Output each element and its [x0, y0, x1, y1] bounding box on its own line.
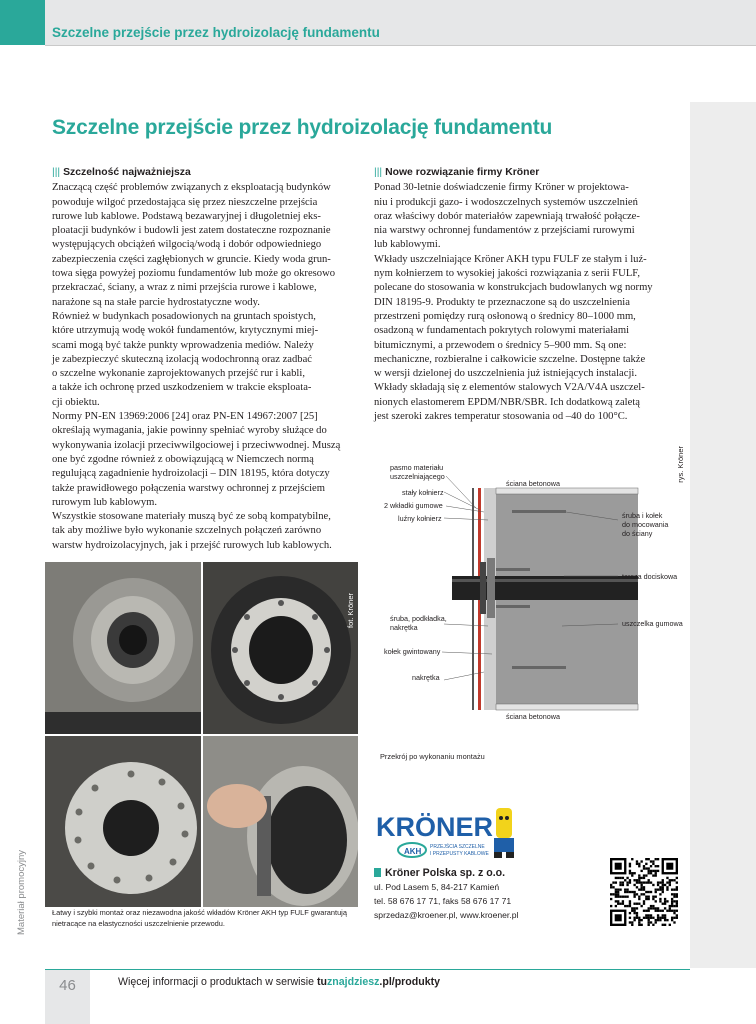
paragraph: Wszystkie stosowane materiały muszą być ze sobą kompatybilne, tak aby możliwe było wykonanie szczelnych połączeń zarówno warstw hydroizolacyjnych, jak i przejść rurowych lub kablowych. — [52, 511, 332, 551]
promo-side-label: Materiał promocyjny — [16, 850, 27, 935]
diagram-caption: Przekrój po wykonaniu montażu — [380, 752, 485, 761]
company-name: Kröner Polska sp. z o.o. — [374, 866, 604, 880]
header-accent-tab — [0, 0, 45, 45]
photo-credit: fot. Kröner — [346, 592, 355, 628]
company-address: ul. Pod Lasem 5, 84-217 Kamień — [374, 882, 500, 892]
footer-rule — [45, 969, 690, 970]
heading-bars: ||| — [374, 167, 383, 178]
section-heading-left — [52, 166, 358, 180]
label-screw-dowel-2: do mocowania — [622, 520, 669, 529]
photo-caption: Łatwy i szybki montaż oraz niezawodna jakość wkładów Kröner AKH typ FULF gwarantują nietracące na elastyczności uszczelnienie przewodu. — [52, 908, 347, 928]
label-screw-dowel-3: do ściany — [622, 529, 653, 538]
footer-text — [118, 976, 440, 988]
heading-text: Szczelność najważniejsza — [63, 167, 191, 178]
photo-flange-mounted — [203, 562, 358, 734]
label-wall-top: ściana betonowa — [506, 479, 560, 488]
label-screw-dowel-1: śruba i kołek — [622, 511, 663, 520]
logo-tagline-2: I PRZEPUSTY KABLOWE — [430, 851, 489, 857]
label-wall-bottom: ściana betonowa — [506, 712, 560, 721]
paragraph: Normy PN-EN 13969:2006 [24] oraz PN-EN 14967:2007 [25] określają wymagania, jakie powinny spełniać wyroby służące do wykonywania izolacji przeciwwilgociowej i przeciwwodnej. Muszą one być zgodne również z obowiązującą w Niemczech normą regulującą zagadnienie hydroizolacji – DIN 18195, która dotyczy także prawidłowego połączenia warstwy ochronnej z przejściem rurowym lub kablowym. — [52, 411, 341, 508]
photo-grid — [45, 562, 358, 907]
right-column — [374, 166, 682, 424]
page-number: 46 — [59, 977, 76, 994]
footer-site-tu[interactable]: tu — [317, 976, 327, 988]
label-membrane-1: pasmo materiału — [390, 463, 444, 472]
label-threaded-dowel: kołek gwintowany — [384, 647, 441, 656]
photo-sealing-insert — [45, 736, 201, 907]
right-margin-band — [690, 102, 756, 968]
left-margin — [0, 102, 45, 968]
diagram-credit: rys. Kröner — [676, 446, 685, 483]
qr-code[interactable] — [610, 858, 678, 926]
photo-hand-installing — [203, 736, 358, 907]
label-screw-washer-1: śruba, podkładka, — [390, 614, 447, 623]
paragraph: Znaczącą część problemów związanych z eksploatacją budynków powoduje wilgoć przedostająca się przez nieszczelne przejścia rurowe lub kablowe. Podstawą bezawaryjnej i długoletniej eks- ploatacji budynków i budowli jest zatem dostateczne rozpoznanie występujących obciążeń wilgocią/wodą i dobór odpowiedniego zabezpieczenia części zagłębionych w gruncie. Kiedy woda grun- towa sięga powyżej poziomu fundamentów lub może go okresowo przekraczać, ściany, a wraz z nimi przejścia rurowe i kablowe, narażone są na stałe parcie hydrostatyczne wody. — [52, 182, 336, 308]
label-screw-washer-2: nakrętka — [390, 623, 418, 632]
logo-wordmark: KRÖNER — [376, 812, 494, 842]
label-rubber-seal: uszczelka gumowa — [622, 619, 683, 628]
label-rubber-inserts: 2 wkładki gumowe — [384, 501, 443, 510]
article-title: Szczelne przejście przez hydroizolację fundamentu — [52, 116, 553, 139]
logo-akh: AKH — [404, 847, 422, 856]
label-membrane-2: uszczelniającego — [390, 472, 445, 481]
footer-site-mid[interactable]: znajdziesz — [327, 976, 380, 988]
section-heading-right — [374, 166, 682, 180]
footer-prefix: Więcej informacji o produktach w serwisie — [118, 976, 317, 988]
company-email-web[interactable]: sprzedaz@kroener.pl, www.kroener.pl — [374, 910, 519, 920]
label-loose-flange: luźny kołnierz — [398, 514, 442, 523]
left-column — [52, 166, 358, 553]
top-band — [0, 46, 756, 102]
kroner-logo — [374, 800, 534, 862]
heading-bars: ||| — [52, 167, 61, 178]
running-header: Szczelne przejście przez hydroizolację fundamentu — [52, 25, 380, 40]
paragraph: Wkłady uszczelniające Kröner AKH typu FULF ze stałym i luź- nym kołnierzem to wysokiej jakości rozwiązania z serii FULF, polecane do stosowania w konstrukcjach budowlanych wg normy DIN 18195-9. Produkty te przeznaczone są do uszczelnienia przestrzeni pomiędzy rurą osłonową o średnicy 80–1000 mm, osadzoną w fundamentach pokrytych rolowymi materiałami bitumicznymi, a przewodem o średnicy 5–900 mm. Są one: mechaniczne, rozbieralne i całkowicie szczelne. Dostępne także w wersji dzielonej do uszczelnienia już istniejących instalacji. Wkłady składają się z elementów stalowych V2A/V4A uszczel- nionych elastomerem EPDM/NBR/SBR. Ich dodatkową zaletą jest szeroki zakres temperatur stosowania od –40 do 100°C. — [374, 253, 653, 423]
company-phone: tel. 58 676 17 71, faks 58 676 17 71 — [374, 896, 512, 906]
photo-sleeve-in-wall — [45, 562, 201, 734]
paragraph: Również w budynkach posadowionych na gruntach spoistych, które utrzymują wodę wokół fundamentów, krytycznymi miej- scami mogą być także punkty wprowadzenia mediów. Należy je zabezpieczyć skuteczną izolacją wodochronną oraz zadbać o szczelne wykonanie zaprojektowanych przejść rur i kabli, a także ich ochronę przed uszkodzeniem w trakcie eksploata- cji obiektu. — [52, 310, 319, 408]
heading-text: Nowe rozwiązanie firmy Kröner — [385, 167, 540, 178]
footer-site-suffix[interactable]: .pl/produkty — [379, 976, 441, 988]
label-nut: nakrętka — [412, 673, 440, 682]
logo-tagline-1: PRZEJŚCIA SZCZELNE — [430, 844, 485, 850]
company-contact — [374, 866, 604, 922]
cross-section-diagram — [372, 440, 690, 770]
label-pressure-disc: tarcza dociskowa — [622, 572, 678, 581]
label-fixed-flange: stały kołnierz — [402, 488, 444, 497]
paragraph: Ponad 30-letnie doświadczenie firmy Kröner w projektowa- niu i produkcji gazo- i wodoszczelnych systemów uszczelnień oraz właściwy dobór materiałów zapewniają trwałość połącze- nia warstwy ochronnej fundamentów z przejściami rurowymi lub kablowymi. — [374, 182, 640, 251]
